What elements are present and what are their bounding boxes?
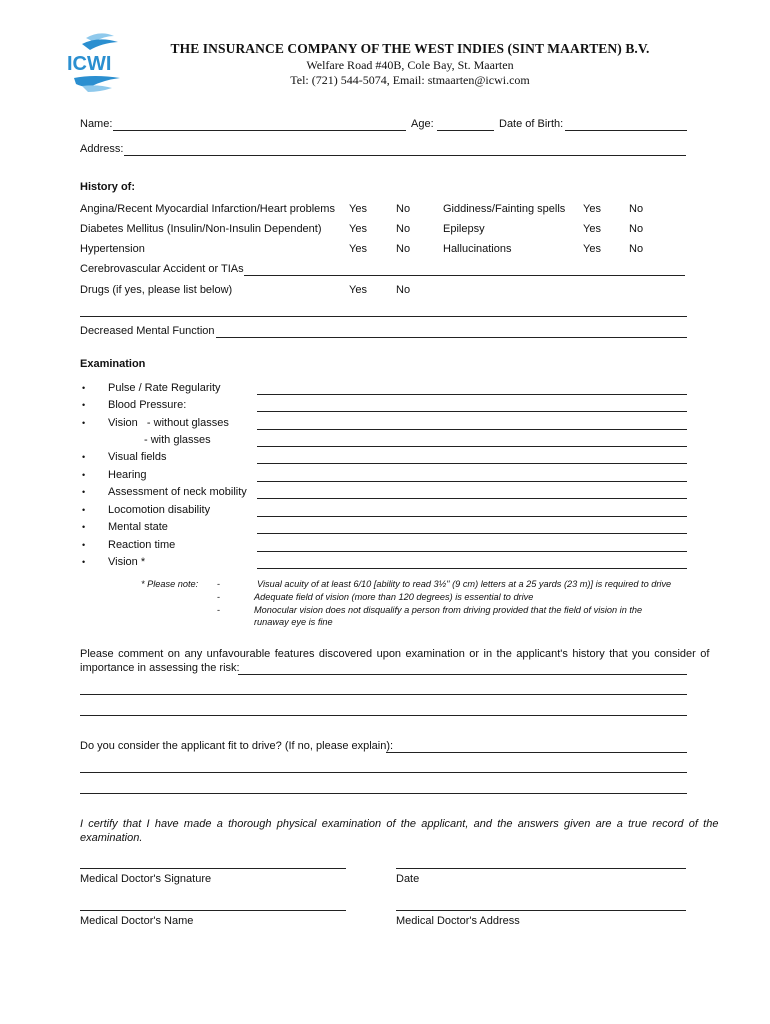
exam-bp-field[interactable] (257, 411, 687, 412)
bullet: • (82, 452, 86, 462)
fitness-question: Do you consider the applicant fit to drive? (If no, please explain): (80, 740, 394, 752)
fitness-field-2[interactable] (80, 772, 687, 773)
angina-no-option[interactable]: No (396, 203, 411, 215)
date-field[interactable] (396, 868, 686, 869)
history-angina-label: Angina/Recent Myocardial Infarction/Heart problems (80, 203, 335, 215)
exam-mental-state-field[interactable] (257, 533, 687, 534)
exam-vision-star-label: Vision * (108, 556, 146, 568)
dob-label: Date of Birth: (499, 118, 564, 130)
dob-field[interactable] (565, 130, 687, 131)
age-field[interactable] (437, 130, 494, 131)
history-giddiness-label: Giddiness/Fainting spells (443, 203, 566, 215)
name-label: Name: (80, 118, 113, 130)
bullet: • (82, 418, 86, 428)
note-field-of-vision: Adequate field of vision (more than 120 degrees) is essential to drive (254, 592, 534, 602)
bullet: • (82, 522, 86, 532)
history-hypertension-label: Hypertension (80, 243, 145, 255)
bullet: • (82, 505, 86, 515)
history-hallucinations-label: Hallucinations (443, 243, 512, 255)
comments-field-2[interactable] (80, 694, 687, 695)
doctor-address-label: Medical Doctor's Address (396, 915, 520, 927)
exam-visual-fields-label: Visual fields (108, 451, 167, 463)
exam-reaction-field[interactable] (257, 551, 687, 552)
exam-neck-field[interactable] (257, 498, 687, 499)
hallucinations-yes-option[interactable]: Yes (583, 243, 601, 255)
exam-vision-without-field[interactable] (257, 429, 687, 430)
diabetes-yes-option[interactable]: Yes (349, 223, 367, 235)
exam-hearing-label: Hearing (108, 469, 147, 481)
bullet: • (82, 540, 86, 550)
company-contact: Tel: (721) 544-5074, Email: stmaarten@icwi.com (290, 73, 530, 87)
name-field[interactable] (113, 130, 406, 131)
doctor-address-field[interactable] (396, 910, 686, 911)
company-name: THE INSURANCE COMPANY OF THE WEST INDIES (SINT MAARTEN) B.V. (170, 41, 650, 56)
exam-bp-label: Blood Pressure: (108, 399, 187, 411)
exam-hearing-field[interactable] (257, 481, 687, 482)
note-monocular-cont: runaway eye is fine (254, 617, 333, 627)
hypertension-yes-option[interactable]: Yes (349, 243, 367, 255)
bullet: • (82, 557, 86, 567)
doctor-name-label: Medical Doctor's Name (80, 915, 194, 927)
comments-field-3[interactable] (80, 715, 687, 716)
certification-line2: examination. (80, 832, 143, 844)
drugs-list-field[interactable] (80, 316, 687, 317)
exam-vision-without-label: Vision - without glasses (108, 417, 229, 429)
history-epilepsy-label: Epilepsy (443, 223, 485, 235)
exam-pulse-label: Pulse / Rate Regularity (108, 382, 221, 394)
age-label: Age: (411, 118, 434, 130)
bullet: • (82, 470, 86, 480)
address-label: Address: (80, 143, 124, 155)
note-dash: - (217, 605, 221, 615)
signature-field[interactable] (80, 868, 346, 869)
exam-vision-star-field[interactable] (257, 568, 687, 569)
comments-prompt-line2: importance in assessing the risk: (80, 662, 240, 674)
company-address: Welfare Road #40B, Cole Bay, St. Maarten (306, 58, 514, 72)
signature-label: Medical Doctor's Signature (80, 873, 212, 885)
exam-locomotion-field[interactable] (257, 516, 687, 517)
date-label: Date (396, 873, 420, 885)
fitness-field-1[interactable] (386, 752, 687, 753)
icwi-logo (64, 28, 130, 98)
note-monocular: Monocular vision does not disqualify a person from driving provided that the field of vision in the (254, 605, 643, 615)
exam-neck-label: Assessment of neck mobility (108, 486, 247, 498)
comments-field-1[interactable] (238, 674, 687, 675)
mental-function-field[interactable] (216, 337, 687, 338)
epilepsy-yes-option[interactable]: Yes (583, 223, 601, 235)
fitness-field-3[interactable] (80, 793, 687, 794)
note-visual-acuity: Visual acuity of at least 6/10 [ability to read 3½" (9 cm) letters at a 25 yards (23 m)] is required to drive (257, 579, 672, 589)
drugs-no-option[interactable]: No (396, 284, 411, 296)
note-dash: - (217, 592, 221, 602)
exam-reaction-label: Reaction time (108, 539, 176, 551)
history-diabetes-label: Diabetes Mellitus (Insulin/Non-Insulin Dependent) (80, 223, 322, 235)
angina-yes-option[interactable]: Yes (349, 203, 367, 215)
exam-mental-state-label: Mental state (108, 521, 168, 533)
examination-heading: Examination (80, 358, 146, 370)
please-note-label: * Please note: (141, 579, 199, 589)
comments-prompt-line1: Please comment on any unfavourable features discovered upon examination or in the applicant's history that you consider of (80, 648, 710, 660)
history-drugs-label: Drugs (if yes, please list below) (80, 284, 233, 296)
giddiness-yes-option[interactable]: Yes (583, 203, 601, 215)
exam-visual-fields-field[interactable] (257, 463, 687, 464)
history-cva-label: Cerebrovascular Accident or TIAs (80, 263, 244, 275)
exam-vision-with-field[interactable] (257, 446, 687, 447)
drugs-yes-option[interactable]: Yes (349, 284, 367, 296)
exam-locomotion-label: Locomotion disability (108, 504, 211, 516)
bullet: • (82, 383, 86, 393)
address-field[interactable] (124, 155, 686, 156)
exam-vision-with-label: - with glasses (144, 434, 211, 446)
giddiness-no-option[interactable]: No (629, 203, 644, 215)
bullet: • (82, 400, 86, 410)
history-mental-label: Decreased Mental Function (80, 325, 215, 337)
logo-text: ICWI (67, 53, 112, 75)
doctor-name-field[interactable] (80, 910, 346, 911)
hallucinations-no-option[interactable]: No (629, 243, 644, 255)
history-heading: History of: (80, 181, 135, 193)
note-dash: - (217, 579, 221, 589)
diabetes-no-option[interactable]: No (396, 223, 411, 235)
exam-pulse-field[interactable] (257, 394, 687, 395)
bullet: • (82, 487, 86, 497)
hypertension-no-option[interactable]: No (396, 243, 411, 255)
epilepsy-no-option[interactable]: No (629, 223, 644, 235)
certification-line1: I certify that I have made a thorough physical examination of the applicant, and the answers given are a true record of the (80, 818, 719, 830)
cva-field[interactable] (244, 275, 685, 276)
